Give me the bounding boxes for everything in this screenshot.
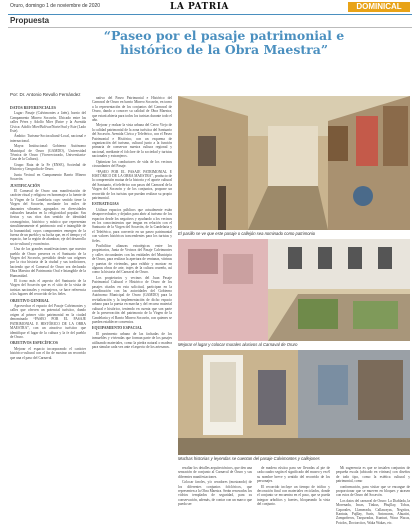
photo-1-caption: El pasillo se ve que este pasaje o callejón sea nominado como patrimonio	[178, 231, 316, 236]
paragraph: Mejorar el espacio incorporando el carácter histórico-cultural con el fin de mostrar un recorrido que una el paso del Carnaval.	[10, 346, 86, 360]
subheading: ESTRATEGIAS	[92, 202, 119, 207]
article-column-3	[178, 466, 252, 516]
paragraph: El ícono más el aspecto del Santuario de la Virgen del Socavón que es el sitio de la visita de turistas nacionales y extranjeros, se hace referencia a los lugares del recorrido de los fieles.	[10, 279, 86, 297]
paragraph: Los datos del carnaval de Oruro: La Diablada, la Morenada, Incas, Tinkus, Phujllay, Tobas, Caporales, Llamerada, Callawayas, Negritos, Kantuta, Pujllay, Suris, Antawaras, Ahuatiri, Zampoñeros, Tarqueadas, Kunturi, Waca Wacas, Potolos, Doctorcitos, Waka Wakas, etc.	[336, 498, 410, 525]
subheading: OBJETIVO GENERAL	[10, 298, 50, 303]
article-column-5	[336, 466, 410, 525]
subheading: DATOS REFERENCIALES	[10, 106, 56, 110]
subheading: JUSTIFICACIÓN	[10, 183, 40, 188]
photo-wall-niches	[178, 350, 410, 455]
paragraph: Ámbito: Turismo-Sociocultural-Local, nacional e internacional.	[10, 134, 86, 143]
paragraph: de madera rústica para ser llevadas al pie de cada cuadro según el significado del museo y en él su nombre breve y sentido del recorrido de los personajes.	[257, 466, 330, 484]
newspaper-name: LA PATRIA	[170, 2, 229, 12]
paragraph: El Carnaval de Oruro una manifestación de carácter ritual y religioso en homenaje a la fuente de la Virgen de la Candelaria cuyo sentido tiene la Virgen del Socavón, mediante los miles de danzantes vibrantes agrupados en diversidades culturales basados en la religiosidad popular. Sus fiestas y sus ritos dan sentido de identidad cosmogónico, histórico y místico que representan simultáneamente el patrimonio oral e intangible de la humanidad, cuyos componentes emergen de la fuerza de un pueblo y su lucha que, en el tiempo y el espacio, fue la región de alumbrar, eje del desarrollo socio-cultural y económico.	[10, 188, 86, 246]
paragraph: Aprovechar el espacio del Pasaje Calvimontes y calles que ofrecen un potencial turístico, dando origen al primer sitio patrimonial en la ciudad denominado “PASEO POR EL PASAJE PATRIMONIAL E HISTÓRICO DE LA OBRA MAESTRA”, con un atractivo turístico que identifique el lugar de la cultura y la fe del pueblo de Oruro.	[10, 304, 86, 339]
paragraph: Mejorar y realzar la vista urbana del Cerro Viejo de la calidad patrimonial de la zona turística del Santuario del Socavón. Avenida Cívica y Teleférico, con el Paseo Patrimonial e Histórico, con un esquema de organización del turismo, cultural junto a la función primaria de conservar nuestra cultura regional y nacional, mediante el folclore de la sociedad y turistas nacionales y extranjeros.	[92, 123, 172, 159]
photo-stairs-murals	[178, 239, 410, 341]
header-divider	[8, 14, 412, 15]
paragraph: Mayor. Institucional: Gobierno Autónomo Municipal de Oruro (GAMDO), Universidad Técnica de Oruro (Vicerrectorado, Universitaria-Casa de la Cultura).	[10, 144, 86, 162]
article-column-4	[257, 466, 330, 516]
paragraph: Posibilitar alianzas estratégicas entre los propietarios, Junta de Vecinos del Pasaje Calvimontes y calles circundantes con las entidades del Municipio de Oruro, para realizar la apertura de ventanas, vitrinas y puertas de viviendas, para exhibir y mostrar en algunas obras de arte, trajes de la cultura orureña, así como la historia del Carnaval de Oruro.	[92, 244, 172, 275]
date-line: Oruro, domingo 1 de noviembre de 2020	[10, 3, 101, 9]
headline: “Paseo por el pasaje patrimonial e histórico de la Obra Maestra”	[103, 28, 345, 57]
paragraph: Lugar: Pasaje (Calvimontes a Jaén), barrio del Campamento Minero Socavón. Ubicado entre las calles Pérez y Adolfo Mier (Entre y la Avenida Cívica: Adolfo Mier/Bolívar/Norte/Sud y Este (Lado Este).	[10, 111, 86, 134]
paragraph: Colocar faroles, y/o ceradores (mostrando) de los diferentes conjuntos folclóricos, que representen a la Obra Maestra. Serán renovados los vidrios templados de seguridad, para su conservación, además, de contar con un marco que pueda ser	[178, 480, 252, 507]
paragraph: El recorrido incluye un tiempo de tráfico y decoración final con materiales reciclados, donde el conjunto se encuentra en el paso, que se pueda integrar arbolitos y fuertes, bloqueando la vista del conjunto.	[257, 484, 330, 507]
paragraph: conformación, para visitar que se encargue de proporcionar que se mueven en bloques y atrasen con estos de Oruro del Socavón.	[336, 484, 410, 498]
paragraph: nativo del Paseo Patrimonial e Histórico del Carnaval de Oruro en barrio Minero Socavón, en torno a la representación de los conjuntos del Carnaval de Oruro, dando a conocer su calidad de Obra Maestra, que estará abierta para todos los turistas durante todo el año.	[92, 96, 172, 123]
byline: Por: Dr. Antonio Revollo Fernández	[10, 92, 81, 97]
subheading: EQUIPAMIENTO ESPACIAL	[92, 326, 143, 331]
paragraph: “PASEO POR EL PASAJE PATRIMONIAL E HISTÓRICO DE LA OBRA MAESTRA”, producto de la comprensión mutua de la historia y el aporte cultural del Santuario, el teleférico con pasos del Carnaval de la Virgen del Socavón y de los conjuntos, propone un recorrido de los turistas que puedan realizar su propio patrimonial.	[92, 169, 172, 200]
article-column-1	[10, 104, 86, 514]
subheading: OBJETIVOS ESPECÍFICOS	[10, 341, 58, 346]
paragraph: Los propietarios y vecinos del Juan Pasaje Patrimonial Cultural e Histórico de Oruro de los pasajes citados en esta solicitud, participan en la coordinación con las autoridades del Gobierno Autónomo Municipal de Oruro (GAMDO) para la revitalización y la implementación de dicho espacio urbano para la puesta en marcha y del recurso material cultural e histórico, teniendo en cuenta que son parte de la preservación del patrimonio de la Virgen de la Candelaria y el Barrio Minero Socavón, con quienes se pueden establecer convenios.	[92, 275, 172, 324]
article-column-2	[92, 96, 172, 514]
paragraph: Una de las grandes manifestaciones que nuestro pueblo de Oruro preserva es el Santuario de la Virgen del Socavón, presidido desde sus orígenes por la rica historia de la ciudad y sus tradiciones, haciendo que el Carnaval de Oruro sea declarado Obra Maestra del Patrimonio Oral e Intangible de la Humanidad.	[10, 247, 86, 278]
supplement-logo: DOMINICAL	[348, 2, 410, 12]
photo-alley-street	[178, 96, 410, 230]
photo-3-caption: Muchas historias y leyendas se cuentan del pasaje Calvimontes y callejones	[178, 456, 320, 461]
paragraph: Utilizar espacios públicos que actualmente están desaprovechados y dejados para abrir al turismo de los espacios desde los negativos y ayudando a los vecinos en los conocimientos que tengan en relación con el Santuario de la Virgen del Socavón, de la Candelaria y el Teleférico, para convertir en un paseo patrimonial con valores históricos trascendentes para los turistas y fieles.	[92, 207, 172, 243]
paragraph: Optimizar los conductores de vida de los vecinos circundantes del Pasaje.	[92, 159, 172, 169]
paragraph: resaltar los detalles arquitectónicos, que den una sensación de conjunto al Carnaval de Oruro y sus diferentes manifestaciones.	[178, 466, 252, 479]
paragraph: Grupo: Ruta de la Fe (ENSE), Sociedad de Historia y Geografía de Oruro.	[10, 162, 86, 172]
paragraph: Mi sugerencia es que se instalen conjuntos de pequeña escala (ubicado en vitrinas) con diseños de todo tipo, como la estética cultural y patrimonial, como	[336, 466, 410, 484]
paragraph: Junta Vecinal en Campamento Barrio Minero Socavón.	[10, 172, 86, 182]
section-label: Propuesta	[10, 16, 50, 25]
photo-2-caption: Mejorar el lugar y colocar murales alusivos al Carnaval de Oruro	[178, 342, 298, 347]
paragraph: El pavimento urbano de las fachadas de los inmuebles y viviendas que forman parte de los pasajes utilizando materiales, como la piedra natural o madera para simular cada vez ante el aspecto de los artesanos.	[92, 331, 172, 349]
